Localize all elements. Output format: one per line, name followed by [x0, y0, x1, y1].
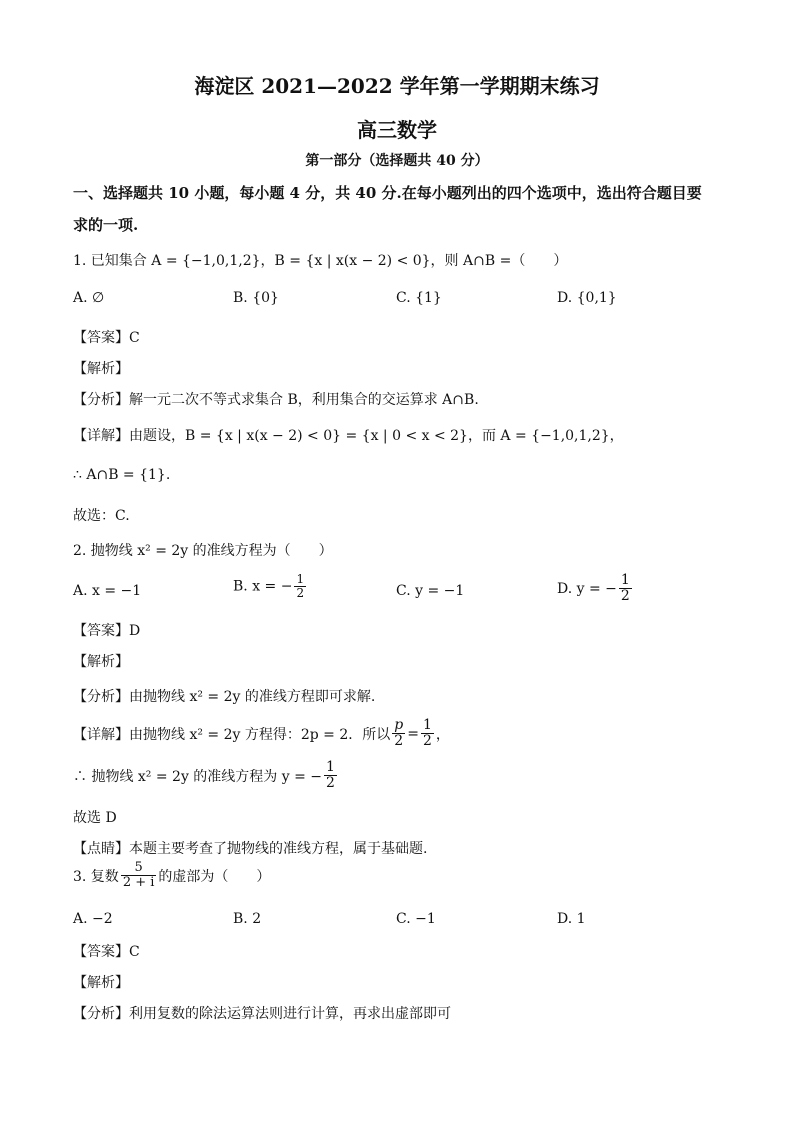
- q2-option-c: C. y = −1: [396, 583, 465, 599]
- q3-option-a: A. −2: [73, 911, 113, 927]
- instruction-line-1: 一、选择题共 10 小题，每小题 4 分，共 40 分.在每小题列出的四个选项中，选出符合题目要: [73, 184, 702, 202]
- q1-xiangjie: 【详解】由题设，B = {x | x(x − 2) < 0} = {x | 0 < x < 2}，而 A = {−1,0,1,2}，: [73, 428, 624, 444]
- q1-answer: 【答案】C: [73, 330, 140, 346]
- q2-option-b-prefix: B. x = −: [233, 578, 293, 595]
- q1-choose: 故选：C.: [73, 508, 130, 524]
- document-subtitle: 高三数学: [357, 118, 437, 142]
- q2-option-b-fraction: $\frac{1}{2}$: [296, 572, 305, 601]
- section-heading: 第一部分（选择题共 40 分）: [305, 153, 489, 169]
- q2-xiangjie: 【详解】由抛物线 x² = 2y 方程得：2p = 2．所以 $\frac{p}{2}$ = $\frac{1}{2}$ ，: [73, 717, 450, 750]
- q3-fenxi: 【分析】利用复数的除法运算法则进行计算，再求出虚部即可: [73, 1006, 451, 1022]
- q1-option-d: D. {0,1}: [557, 290, 617, 306]
- q3-option-d: D. 1: [557, 911, 586, 927]
- q2-one-half: $\frac{1}{2}$: [422, 717, 432, 750]
- q3-answer: 【答案】C: [73, 944, 140, 960]
- q1-therefore: ∴ A∩B = {1}.: [73, 467, 171, 483]
- q3-fraction: $\frac{5}{2 + i}$: [122, 860, 155, 891]
- q2-answer: 【答案】D: [73, 623, 141, 639]
- q1-jiexi: 【解析】: [73, 361, 129, 377]
- q3-stem: 3. 复数 $\frac{5}{2 + i}$ 的虚部为（ ）: [73, 860, 271, 891]
- q2-option-a: A. x = −1: [73, 583, 142, 599]
- q2-stem: 2. 抛物线 x² = 2y 的准线方程为（ ）: [73, 543, 333, 559]
- q3-jiexi: 【解析】: [73, 975, 129, 991]
- q1-option-c: C. {1}: [396, 290, 442, 306]
- q3-option-b: B. 2: [233, 911, 262, 927]
- q2-p-over-2: $\frac{p}{2}$: [394, 717, 404, 750]
- q1-stem: 1. 已知集合 A = {−1,0,1,2}，B = {x | x(x − 2) < 0}，则 A∩B =（ ）: [73, 253, 568, 269]
- q2-option-b: [233, 573, 308, 600]
- instruction-line-2: 求的一项.: [73, 216, 139, 234]
- q1-fenxi: 【分析】解一元二次不等式求集合 B，利用集合的交运算求 A∩B.: [73, 392, 479, 408]
- q1-option-a: A. ∅: [73, 290, 105, 306]
- q2-jiexi: 【解析】: [73, 654, 129, 670]
- q2-directrix-fraction: $\frac{1}{2}$: [326, 759, 335, 792]
- q2-option-d-fraction: $\frac{1}{2}$: [620, 572, 630, 605]
- q1-option-b: B. {0}: [233, 290, 279, 306]
- q2-option-d-prefix: D. y = −: [557, 580, 617, 597]
- q2-fenxi: 【分析】由抛物线 x² = 2y 的准线方程即可求解.: [73, 689, 376, 705]
- document-title: 海淀区 2021—2022 学年第一学期期末练习: [194, 74, 600, 98]
- q2-dianjing: 【点睛】本题主要考查了抛物线的准线方程，属于基础题.: [73, 841, 428, 857]
- q2-choose: 故选 D: [73, 810, 117, 826]
- q2-therefore: ∴ 抛物线 x² = 2y 的准线方程为 y = − $\frac{1}{2}$: [73, 759, 335, 792]
- q2-option-d: [557, 573, 634, 605]
- q3-option-c: C. −1: [396, 911, 436, 927]
